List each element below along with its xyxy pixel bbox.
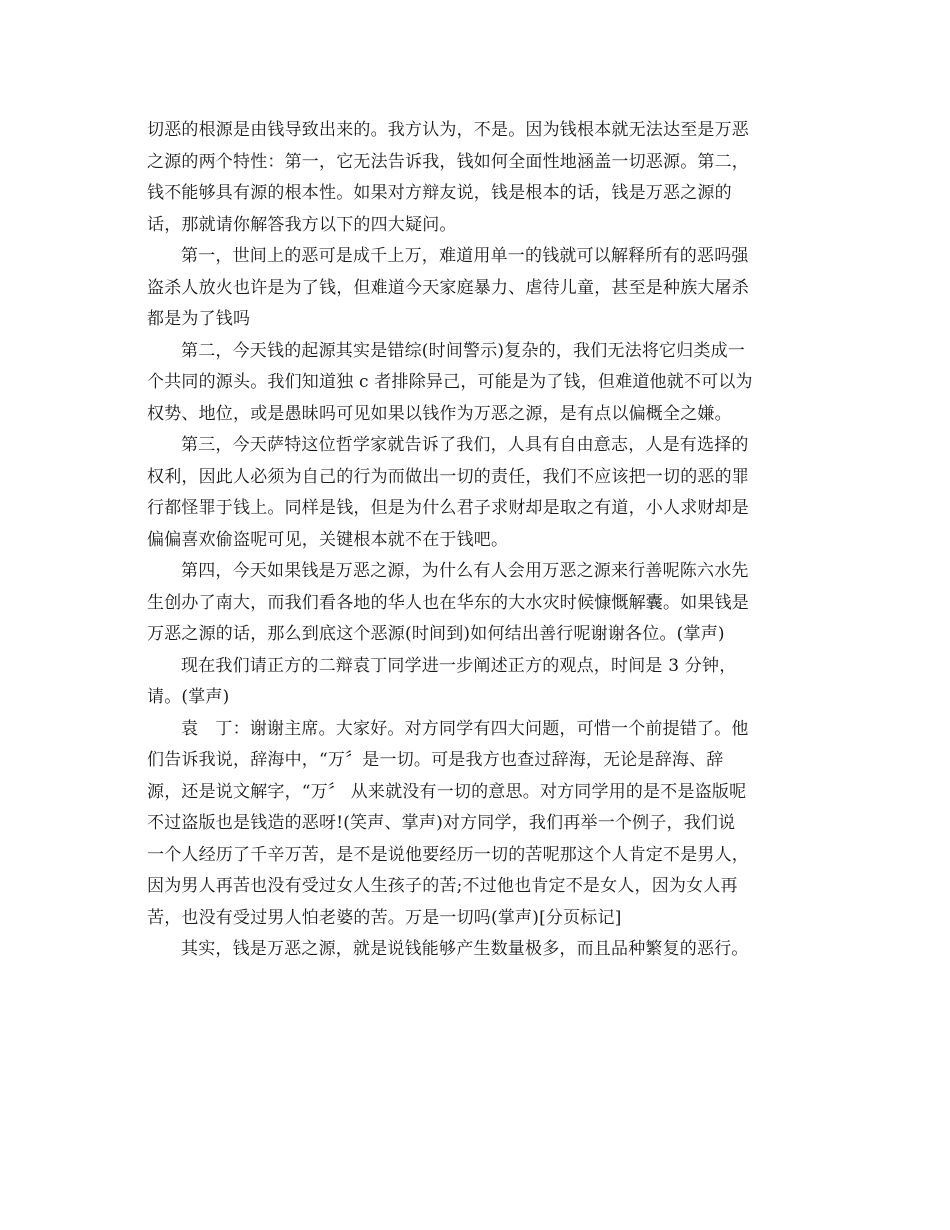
text-line: 不过盗版也是钱造的恶呀!(笑声、掌声)对方同学，我们再举一个例子，我们说 [147, 813, 736, 833]
text-line: 请。(掌声) [147, 687, 230, 707]
text-line: 第四，今天如果钱是万恶之源，为什么有人会用万恶之源来行善呢陈六水先 [181, 561, 749, 581]
document-body [147, 115, 802, 966]
text-line: 盗杀人放火也许是为了钱，但难道今天家庭暴力、虐待儿童，甚至是种族大屠杀 [147, 277, 749, 298]
text-line: 第三，今天萨特这位哲学家就告诉了我们，人具有自由意志，人是有选择的 [181, 435, 749, 455]
text-line: 话，那就请你解答我方以下的四大疑问。 [147, 214, 457, 235]
text-line: 第二，今天钱的起源其实是错综(时间警示)复杂的，我们无法将它归类成一 [181, 340, 746, 361]
text-line: 权势、地位，或是愚昧吗可见如果以钱作为万恶之源，是有点以偏概全之嫌。 [147, 403, 732, 424]
text-line: 行都怪罪于钱上。同样是钱，但是为什么君子求财却是取之有道，小人求财却是 [147, 498, 749, 518]
text-line: 袁 丁：谢谢主席。大家好。对方同学有四大问题，可惜一个前提错了。他 [181, 718, 749, 739]
text-line: 第一，世间上的恶可是成千上万，难道用单一的钱就可以解释所有的恶吗强 [181, 246, 749, 266]
text-line: 偏偏喜欢偷盗呢可见，关键根本就不在于钱吧。 [147, 529, 509, 550]
text-line: 权利，因此人必须为自己的行为而做出一切的责任，我们不应该把一切的恶的罪 [147, 466, 749, 487]
text-line: 切恶的根源是由钱导致出来的。我方认为，不是。因为钱根本就无法达至是万恶 [147, 120, 749, 140]
text-line: 们告诉我说，辞海中，“万〞是一切。可是我方也查过辞海，无论是辞海、辞 [147, 750, 724, 770]
text-line: 都是为了钱吗 [147, 309, 251, 329]
text-line: 钱不能够具有源的根本性。如果对方辩友说，钱是根本的话，钱是万恶之源的 [147, 183, 732, 203]
text-line: 源，还是说文解字，“万〞 从来就没有一切的意思。对方同学用的是不是盗版呢 [147, 781, 747, 802]
text-line: 万恶之源的话，那么到底这个恶源(时间到)如何结出善行呢谢谢各位。(掌声) [147, 624, 725, 644]
text-line: 苦，也没有受过男人怕老婆的苦。万是一切吗(掌声)[分页标记] [147, 907, 622, 928]
text-line: 个共同的源头。我们知道独 c 者排除异己，可能是为了钱，但难道他就不可以为 [147, 372, 753, 392]
text-line: 其实，钱是万恶之源，就是说钱能够产生数量极多，而且品种繁复的恶行。 [181, 939, 749, 959]
text-line: 现在我们请正方的二辩袁丁同学进一步阐述正方的观点，时间是 3 分钟， [181, 655, 737, 676]
text-line: 一个人经历了千辛万苦，是不是说他要经历一切的苦呢那这个人肯定不是男人， [147, 844, 749, 865]
text-line: 生创办了南大，而我们看各地的华人也在华东的大水灾时候慷慨解囊。如果钱是 [147, 592, 749, 613]
text-line: 之源的两个特性：第一，它无法告诉我，钱如何全面性地涵盖一切恶源。第二， [147, 151, 749, 172]
text-line: 因为男人再苦也没有受过女人生孩子的苦;不过他也肯定不是女人，因为女人再 [147, 876, 738, 896]
